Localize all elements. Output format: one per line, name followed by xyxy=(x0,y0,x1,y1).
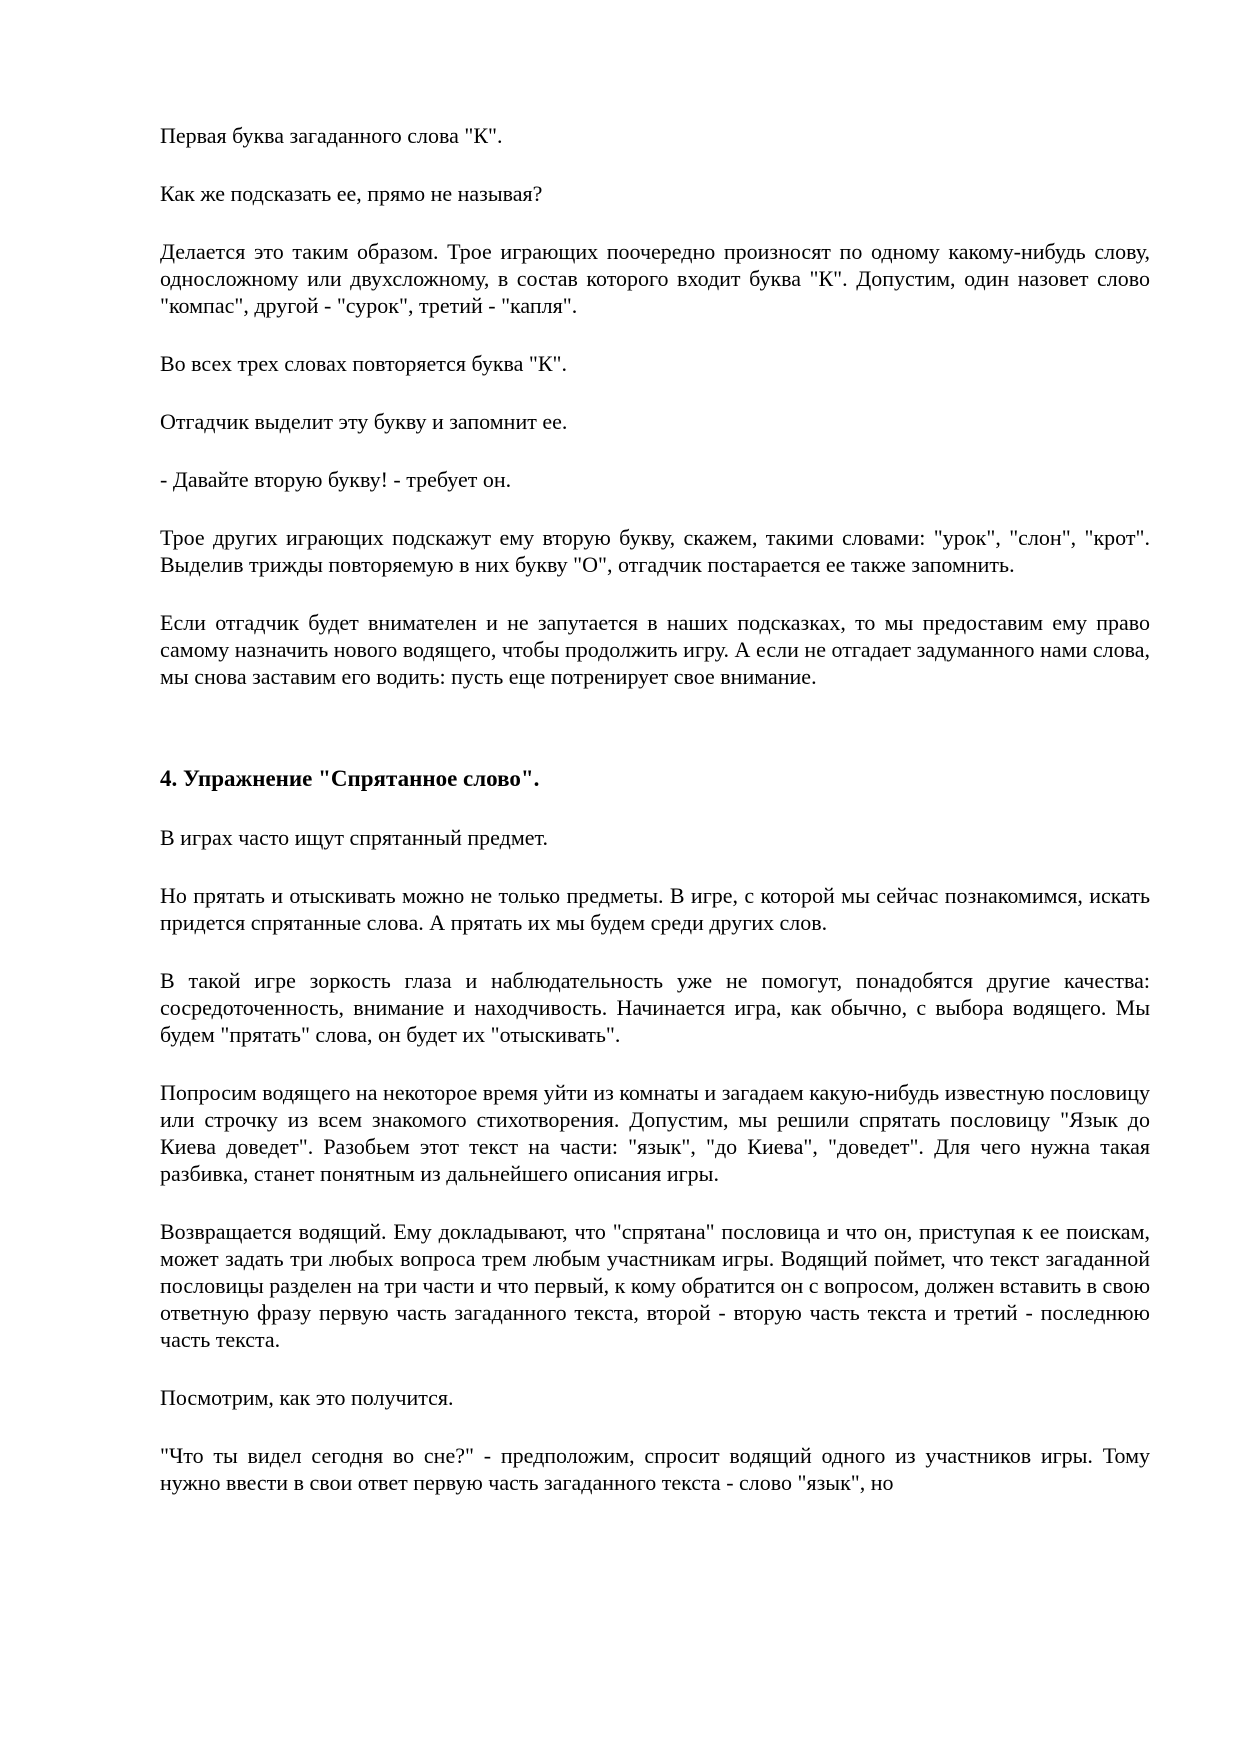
paragraph: Если отгадчик будет внимателен и не запутается в наших подсказках, то мы предоставим ему право самому назначить нового водящего, чтобы продолжить игру. А если не отгадает задуманного нами слова, мы снова заставим его водить: пусть еще потренирует свое внимание. xyxy=(160,610,1150,689)
paragraph: "Что ты видел сегодня во сне?" - предположим, спросит водящий одного из участников игры. Тому нужно ввести в свои ответ первую часть загаданного текста - слово "язык", но xyxy=(160,1443,1150,1495)
paragraph: В играх часто ищут спрятанный предмет. xyxy=(160,825,548,850)
paragraph: Попросим водящего на некоторое время уйти из комнаты и загадаем какую-нибудь известную пословицу или строчку из всем знакомого стихотворения. Допустим, мы решили спрятать пословицу "Язык до Киева доведет". Разобьем этот текст на части: "язык", "до Киева", "доведет". Для чего нужна такая разбивка, станет понятным из дальнейшего описания игры. xyxy=(160,1080,1150,1186)
section-heading: 4. Упражнение "Спрятанное слово". xyxy=(160,766,540,791)
paragraph: Посмотрим, как это получится. xyxy=(160,1385,454,1410)
paragraph: Делается это таким образом. Трое играющих поочередно произносят по одному какому-нибудь слову, односложному или двухсложному, в состав которого входит буква "К". Допустим, один назовет слово "компас", другой - "сурок", третий - "капля". xyxy=(160,239,1150,318)
paragraph: Отгадчик выделит эту букву и запомнит ее. xyxy=(160,409,568,434)
paragraph: Во всех трех словах повторяется буква "К". xyxy=(160,351,568,376)
paragraph: Трое других играющих подскажут ему вторую букву, скажем, такими словами: "урок", "слон", "крот". Выделив трижды повторяемую в них букву "О", отгадчик постарается ее также запомнить. xyxy=(160,525,1150,577)
paragraph: В такой игре зоркость глаза и наблюдательность уже не помогут, понадобятся другие качества: сосредоточенность, внимание и находчивость. Начинается игра, как обычно, с выбора водящего. Мы будем "прятать" слова, он будет их "отыскивать". xyxy=(160,968,1150,1047)
document-body xyxy=(160,122,1150,1496)
paragraph: Как же подсказать ее, прямо не называя? xyxy=(160,181,543,206)
paragraph: Но прятать и отыскивать можно не только предметы. В игре, с которой мы сейчас познакомимся, искать придется спрятанные слова. А прятать их мы будем среди других слов. xyxy=(160,883,1150,935)
paragraph: Возвращается водящий. Ему докладывают, что "спрятана" пословица и что он, приступая к ее поискам, может задать три любых вопроса трем любым участникам игры. Водящий поймет, что текст загаданной пословицы разделен на три части и что первый, к кому обратится он с вопросом, должен вставить в свою ответную фразу первую часть загаданного текста, второй - вторую часть текста и третий - последнюю часть текста. xyxy=(160,1219,1150,1352)
paragraph: - Давайте вторую букву! - требует он. xyxy=(160,467,512,492)
paragraph: Первая буква загаданного слова "К". xyxy=(160,123,503,148)
